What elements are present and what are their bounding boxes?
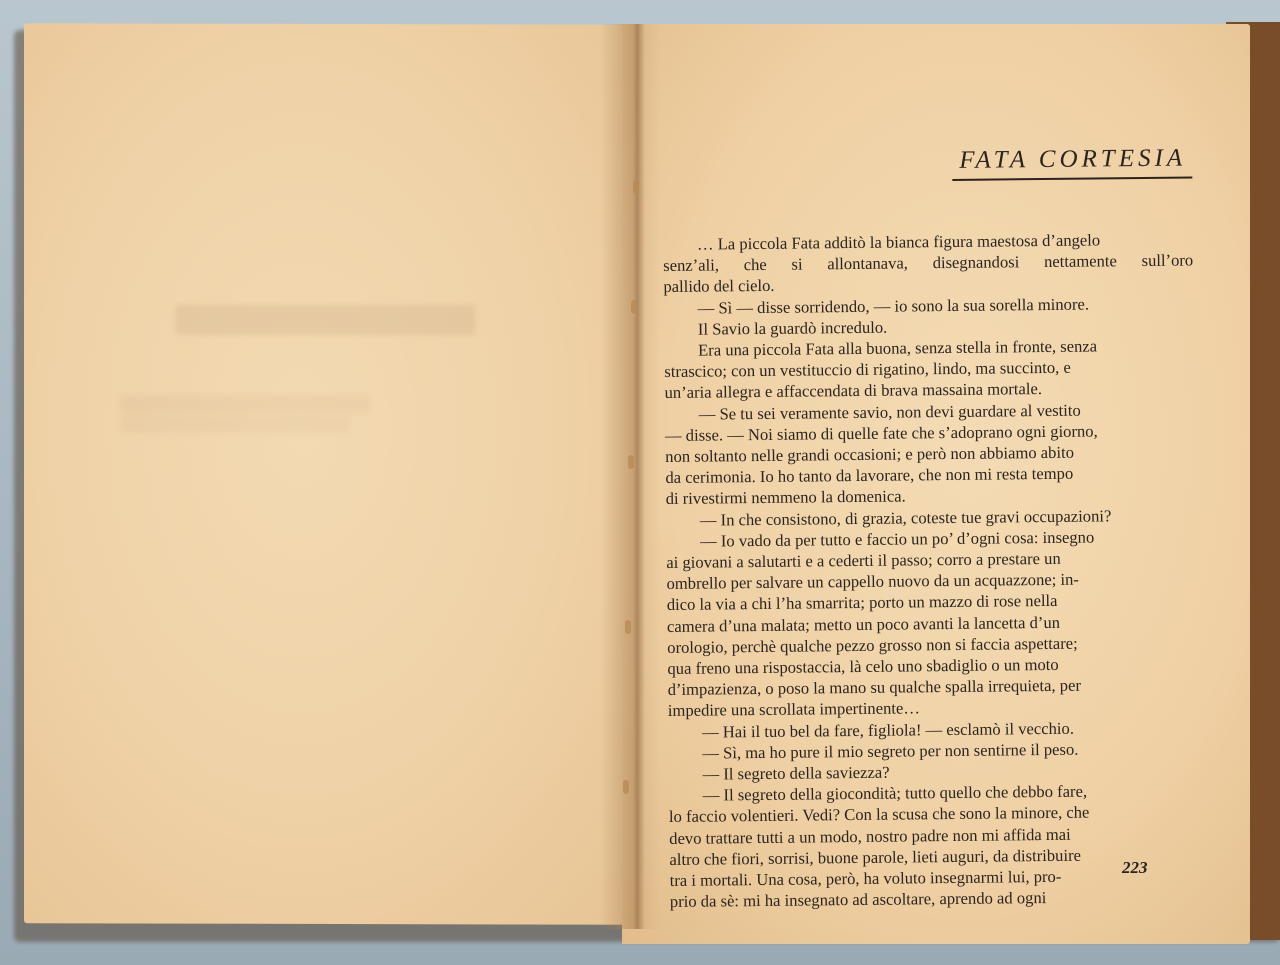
- text-line: orologio, perchè qualche pezzo grosso non si faccia aspettare;: [667, 633, 1078, 657]
- text-line: tra i mortali. Una cosa, però, ha voluto insegnarmi lui, pro-: [669, 866, 1062, 891]
- binding-stitch: [631, 300, 637, 314]
- text-line: Era una piccola Fata alla buona, senza stella in fronte, senza: [697, 336, 1098, 360]
- left-page-blank: [24, 23, 640, 925]
- text-line: — Hai il tuo bel da fare, figliola! — esclamò il vecchio.: [701, 718, 1075, 742]
- show-through-line: [120, 395, 370, 413]
- page-number: 223: [1122, 858, 1148, 877]
- show-through-heading: [175, 305, 475, 335]
- binding-stitch: [628, 455, 634, 469]
- text-line: altro che fiori, sorrisi, buone parole, lieti auguri, da distribuire: [669, 845, 1082, 869]
- text-line: devo trattare tutti a un modo, nostro padre non mi affida mai: [669, 824, 1071, 848]
- text-line: strascico; con un vestituccio di rigatino, lindo, ma succinto, e: [664, 357, 1071, 382]
- show-through-line: [120, 415, 350, 433]
- text-line: da cerimonia. Io ho tanto da lavorare, che non mi resta tempo: [665, 463, 1074, 488]
- text-line: — Se tu sei veramente savio, non devi guardare al vestito: [698, 400, 1081, 424]
- text-line: — Il segreto della giocondità; tutto quello che debbo fare,: [702, 781, 1088, 805]
- text-line: … La piccola Fata additò la bianca figura maestosa d’angelo: [696, 230, 1101, 254]
- text-line: lo faccio volentieri. Vedi? Con la scusa che sono la minore, che: [668, 803, 1090, 827]
- text-line: prio da sè: mi ha insegnato ad ascoltare, aprendo ad ogni: [669, 888, 1047, 912]
- text-line: — Il segreto della saviezza?: [702, 762, 890, 784]
- page-content: [662, 144, 1200, 912]
- text-line: di rivestirmi nemmeno la domenica.: [665, 486, 906, 509]
- text-line: — disse. — Noi siamo di quelle fate che s’adoprano ogni giorno,: [664, 421, 1098, 445]
- text-line: Il Savio la guardò incredulo.: [697, 317, 888, 339]
- text-line: — Sì — disse sorridendo, — io sono la sua sorella minore.: [697, 294, 1090, 318]
- text-line: — In che consistono, di grazia, coteste tue gravi occupazioni?: [699, 505, 1112, 530]
- text-line: — Io vado da per tutto e faccio un po’ d’ogni cosa: insegno: [699, 527, 1095, 551]
- text-line: d’impazienza, o poso la mano su qualche spalla irrequieta, per: [667, 675, 1082, 700]
- chapter-title: FATA CORTESIA: [959, 144, 1187, 174]
- text-line: dico la via a chi l’ha smarrita; porto un mazzo di rose nella: [666, 591, 1058, 615]
- binding-stitch: [633, 180, 639, 194]
- text-line: pallido del cielo.: [663, 276, 775, 297]
- text-line: — Sì, ma ho pure il mio segreto per non sentirne il peso.: [702, 739, 1079, 763]
- text-line: ai giovani a salutarti e a cederti il passo; corro a prestare un: [666, 548, 1061, 573]
- chapter-title-rule: [952, 176, 1192, 181]
- text-line: un’aria allegra e affaccendata di brava massaina mortale.: [664, 379, 1043, 403]
- body-text: [663, 228, 1200, 912]
- text-line: non soltanto nelle grandi occasioni; e però non abbiamo abito: [665, 442, 1075, 467]
- text-line: senz’ali, che si allontanava, disegnandosi nettamente sull’oro: [663, 250, 1194, 276]
- binding-stitch: [623, 780, 629, 794]
- text-line: qua freno una rispostaccia, là celo uno sbadiglio o un moto: [667, 654, 1059, 679]
- text-line: camera d’una malata; metto un poco avanti la lancetta d’un: [666, 612, 1061, 636]
- binding-stitch: [625, 620, 631, 634]
- text-line: ombrello per salvare un cappello nuovo da un acquazzone; in-: [666, 569, 1080, 594]
- text-line: impedire una scrollata impertinente…: [667, 698, 921, 721]
